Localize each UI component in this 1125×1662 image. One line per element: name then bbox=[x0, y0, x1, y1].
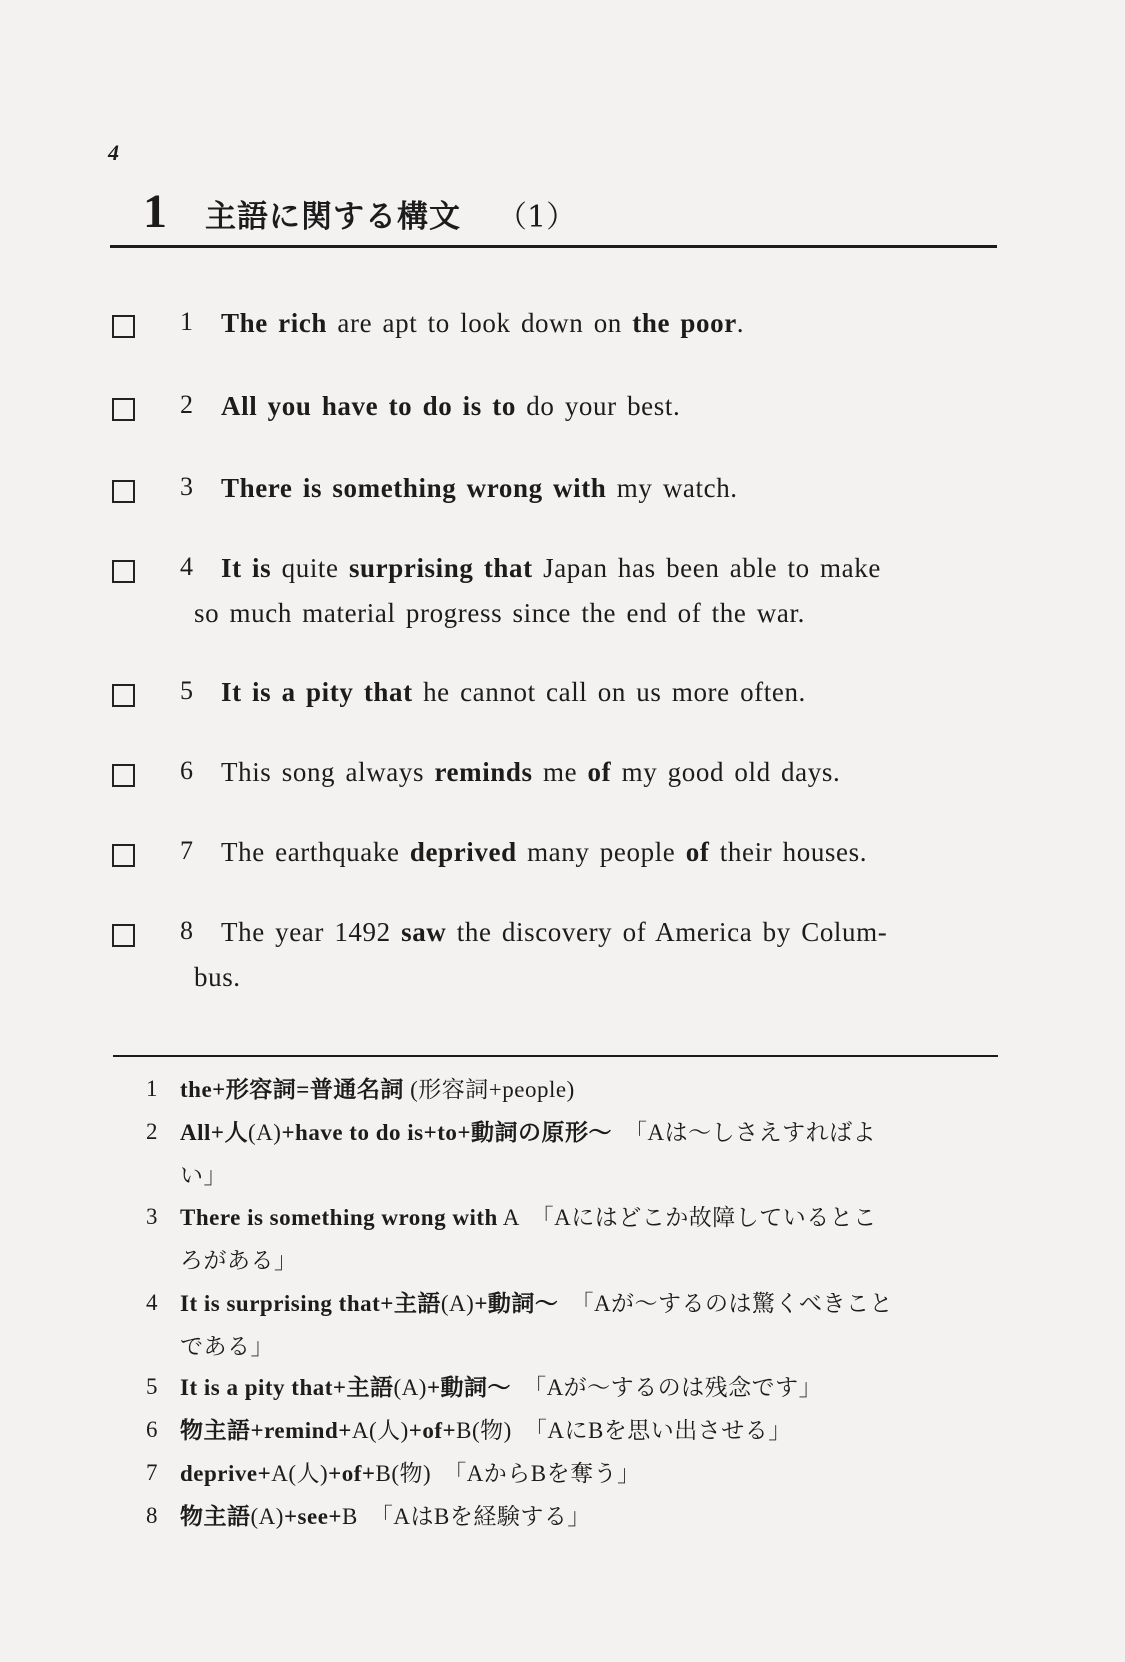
sentence-number: 6 bbox=[180, 756, 193, 785]
bold-phrase: the poor bbox=[632, 308, 737, 338]
checkbox[interactable] bbox=[112, 764, 135, 787]
note-number: 8 bbox=[146, 1503, 158, 1528]
note-continuation: い」 bbox=[180, 1163, 227, 1188]
sentence-line bbox=[221, 757, 840, 787]
note-line bbox=[180, 1409, 1000, 1452]
text-phrase: B(物) 「AにBを思い出させる」 bbox=[456, 1418, 792, 1443]
text-phrase: my good old days. bbox=[611, 757, 841, 787]
text-phrase: he cannot call on us more often. bbox=[412, 677, 806, 707]
note-number: 5 bbox=[146, 1374, 158, 1399]
note-number: 1 bbox=[146, 1076, 158, 1101]
bold-phrase: All you have to do is to bbox=[221, 391, 516, 421]
text-phrase: me bbox=[532, 757, 588, 787]
bold-phrase: the+形容詞=普通名詞 bbox=[180, 1077, 404, 1102]
checkbox[interactable] bbox=[112, 480, 135, 503]
text-phrase: 「Aは〜しさえすればよ bbox=[611, 1120, 877, 1145]
sentence-number: 4 bbox=[180, 552, 193, 581]
note-line bbox=[180, 1495, 1000, 1538]
sentence-continuation: so much material progress since the end of the war. bbox=[194, 598, 805, 628]
sentence-text bbox=[221, 301, 1011, 346]
bold-phrase: reminds bbox=[434, 757, 533, 787]
sentence-line bbox=[221, 837, 867, 867]
note-number: 6 bbox=[146, 1417, 158, 1442]
checkbox[interactable] bbox=[112, 684, 135, 707]
text-phrase: quite bbox=[271, 553, 349, 583]
text-phrase: The earthquake bbox=[221, 837, 410, 867]
text-phrase: The year 1492 bbox=[221, 917, 402, 947]
text-phrase: (形容詞+people) bbox=[403, 1077, 575, 1102]
text-phrase: 「Aが〜するのは残念です」 bbox=[511, 1375, 823, 1400]
note-text bbox=[180, 1111, 1000, 1197]
bold-phrase: +動詞〜 bbox=[474, 1291, 559, 1316]
checkbox[interactable] bbox=[112, 560, 135, 583]
text-phrase: . bbox=[736, 308, 745, 338]
bold-phrase: +動詞〜 bbox=[426, 1375, 512, 1400]
note-number: 7 bbox=[146, 1460, 158, 1485]
sentence-text bbox=[221, 750, 1011, 795]
text-phrase: A 「Aにはどこか故障しているとこ bbox=[497, 1205, 877, 1230]
note-continuation: である」 bbox=[180, 1334, 274, 1359]
note-continuation: ろがある」 bbox=[180, 1248, 298, 1273]
text-phrase: (A) bbox=[248, 1120, 282, 1145]
bold-phrase: +of+ bbox=[328, 1461, 376, 1486]
sentence-text bbox=[221, 384, 1011, 429]
heading-rule bbox=[110, 245, 997, 248]
text-phrase: A(人) bbox=[351, 1418, 409, 1443]
bold-phrase: +have to do is+to+動詞の原形〜 bbox=[281, 1120, 612, 1145]
note-line bbox=[180, 1111, 1000, 1154]
text-phrase: B(物) 「AからBを奪う」 bbox=[375, 1461, 641, 1486]
checkbox[interactable] bbox=[112, 398, 135, 421]
sentence-text bbox=[221, 670, 1011, 715]
text-phrase: the discovery of America by Colum- bbox=[446, 917, 888, 947]
note-text bbox=[180, 1495, 1000, 1538]
sentence-line bbox=[221, 308, 744, 338]
notes-divider bbox=[113, 1055, 998, 1057]
bold-phrase: 物主語+remind+ bbox=[180, 1418, 352, 1443]
sentence-line bbox=[221, 677, 806, 707]
text-phrase: (A) bbox=[440, 1291, 475, 1316]
bold-phrase: +see+ bbox=[283, 1504, 343, 1529]
bold-phrase: surprising that bbox=[348, 553, 533, 583]
note-text bbox=[180, 1068, 1000, 1111]
bold-phrase: All+人 bbox=[180, 1120, 248, 1145]
sentence-line bbox=[221, 917, 887, 947]
bold-phrase: +of+ bbox=[408, 1418, 457, 1443]
text-phrase: 「Aが〜するのは驚くべきこと bbox=[558, 1291, 894, 1316]
bold-phrase: It is bbox=[221, 553, 272, 583]
note-text bbox=[180, 1452, 1000, 1495]
text-phrase: (A) bbox=[250, 1504, 284, 1529]
note-line bbox=[180, 1068, 1000, 1111]
text-phrase: many people bbox=[516, 837, 686, 867]
sentence-number: 2 bbox=[180, 390, 193, 419]
bold-phrase: It is a pity that bbox=[221, 677, 413, 707]
bold-phrase: of bbox=[685, 837, 710, 867]
sentence-line bbox=[221, 553, 881, 583]
text-phrase: Japan has been able to make bbox=[532, 553, 881, 583]
sentence-text bbox=[194, 910, 1011, 1000]
note-text bbox=[180, 1366, 1000, 1409]
bold-phrase: deprived bbox=[409, 837, 517, 867]
checkbox[interactable] bbox=[112, 924, 135, 947]
bold-phrase: of bbox=[587, 757, 612, 787]
bold-phrase: 物主語 bbox=[180, 1504, 251, 1529]
bold-phrase: deprive+ bbox=[180, 1461, 272, 1486]
chapter-number: 1 bbox=[143, 185, 167, 238]
chapter-heading bbox=[143, 185, 577, 238]
note-text bbox=[180, 1409, 1000, 1452]
note-number: 2 bbox=[146, 1119, 158, 1144]
note-line bbox=[180, 1196, 1000, 1239]
sentence-number: 3 bbox=[180, 472, 193, 501]
note-text bbox=[180, 1196, 1000, 1282]
chapter-part: （1） bbox=[497, 200, 577, 235]
text-phrase: A(人) bbox=[271, 1461, 329, 1486]
text-phrase: This song always bbox=[221, 757, 435, 787]
note-line bbox=[180, 1366, 1000, 1409]
chapter-title: 主語に関する構文 bbox=[205, 199, 461, 235]
text-phrase: their houses. bbox=[709, 837, 868, 867]
sentence-continuation: bus. bbox=[194, 962, 241, 992]
bold-phrase: saw bbox=[401, 917, 447, 947]
note-line bbox=[180, 1452, 1000, 1495]
text-phrase: (A) bbox=[393, 1375, 427, 1400]
checkbox[interactable] bbox=[112, 315, 135, 338]
sentence-line bbox=[221, 473, 738, 503]
sentence-number: 5 bbox=[180, 676, 193, 705]
text-phrase: do your best. bbox=[515, 391, 681, 421]
text-phrase: B 「AはBを経験する」 bbox=[342, 1504, 591, 1529]
sentence-line bbox=[221, 391, 680, 421]
bold-phrase: It is a pity that+主語 bbox=[180, 1375, 394, 1400]
bold-phrase: There is something wrong with bbox=[180, 1205, 498, 1230]
sentence-text bbox=[194, 546, 1011, 636]
bold-phrase: The rich bbox=[221, 308, 328, 338]
sentence-text bbox=[221, 830, 1011, 875]
sentence-number: 7 bbox=[180, 836, 193, 865]
bold-phrase: It is surprising that+主語 bbox=[180, 1291, 441, 1316]
text-phrase: are apt to look down on bbox=[327, 308, 633, 338]
page-number: 4 bbox=[108, 140, 119, 165]
sentence-text bbox=[221, 466, 1011, 511]
sentence-number: 8 bbox=[180, 916, 193, 945]
checkbox[interactable] bbox=[112, 844, 135, 867]
sentence-number: 1 bbox=[180, 307, 193, 336]
text-phrase: my watch. bbox=[606, 473, 738, 503]
note-number: 3 bbox=[146, 1204, 158, 1229]
bold-phrase: There is something wrong with bbox=[221, 473, 607, 503]
note-line bbox=[180, 1282, 1000, 1325]
note-text bbox=[180, 1282, 1000, 1368]
note-number: 4 bbox=[146, 1290, 158, 1315]
